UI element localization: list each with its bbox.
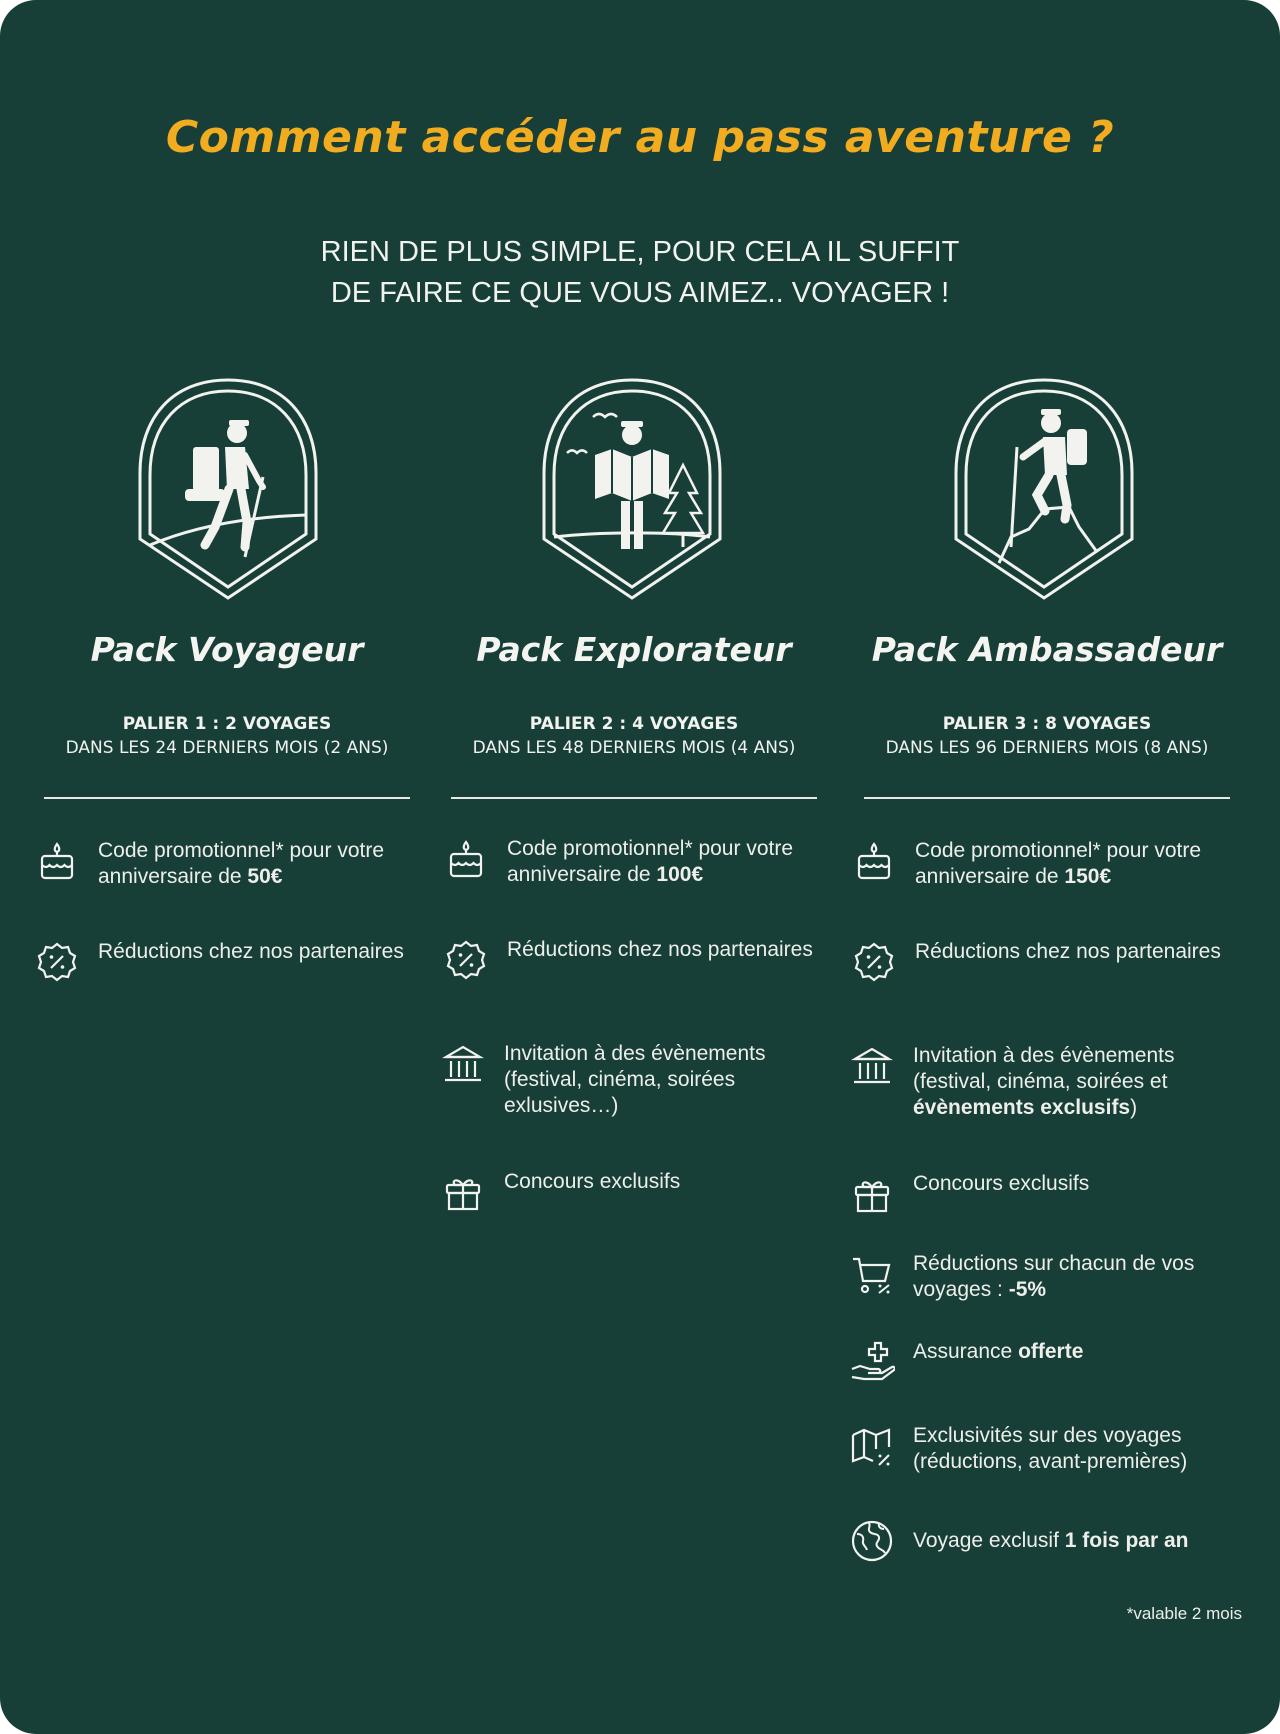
divider [864,797,1230,799]
benefit-item [440,1041,825,1119]
event-venue-icon [440,1041,486,1087]
footnote: *valable 2 mois [1126,1604,1242,1623]
tier-period: DANS LES 48 DERNIERS MOIS (4 ANS) [472,738,796,758]
tier-voyageur [27,712,427,760]
benefit-item [443,836,823,888]
benefit-item [851,838,1251,890]
tier-ambassadeur [847,712,1247,760]
benefit-text: Invitation à des évènements (festival, cinéma, soirées et évènements exclusifs) [913,1044,1175,1119]
tier-level: PALIER 1 : 2 VOYAGES [122,714,332,734]
explorer-map-icon [537,377,727,601]
benefit-item [849,1339,1249,1385]
benefit-text: Réductions chez nos partenaires [507,938,813,961]
discount-badge-icon [34,939,80,985]
subtitle [0,232,1280,314]
page-title: Comment accéder au pass aventure ? [165,112,1115,163]
benefit-item [849,1518,1249,1564]
tier-period: DANS LES 24 DERNIERS MOIS (2 ANS) [65,738,389,758]
benefit-text: Concours exclusifs [504,1170,681,1193]
discount-badge-icon [443,937,489,983]
pack-name-voyageur: Pack Voyageur [90,630,364,669]
gift-icon [849,1171,895,1217]
benefit-item [443,937,823,983]
gift-icon [440,1169,486,1215]
benefit-text: Réductions chez nos partenaires [98,940,404,963]
benefit-item [851,939,1251,985]
benefit-item [849,1423,1249,1475]
benefit-text: Code promotionnel* pour votre anniversaire de 100€ [507,837,794,886]
benefit-item [849,1251,1249,1303]
benefit-item [34,939,404,985]
tier-explorateur [434,712,834,760]
benefit-text: Code promotionnel* pour votre anniversaire de 150€ [915,839,1202,888]
subtitle-line-1: RIEN DE PLUS SIMPLE, POUR CELA IL SUFFIT [320,236,960,268]
insurance-hand-icon [849,1339,895,1385]
benefit-item [34,838,404,890]
benefit-item [849,1171,1249,1217]
globe-icon [849,1518,895,1564]
benefit-text: Code promotionnel* pour votre anniversaire de 50€ [98,839,385,888]
benefit-text: Réductions sur chacun de vos voyages : -5% [913,1252,1195,1301]
benefit-item [849,1043,1249,1121]
event-venue-icon [849,1043,895,1089]
benefit-text: Concours exclusifs [913,1172,1090,1195]
benefit-item [440,1169,825,1215]
tier-level: PALIER 2 : 4 VOYAGES [529,714,739,734]
mountain-climber-icon [949,377,1139,601]
pack-name-ambassadeur: Pack Ambassadeur [871,630,1223,669]
divider [44,797,410,799]
benefit-text: Invitation à des évènements (festival, cinéma, soirées exlusives…) [504,1042,766,1117]
benefit-text: Voyage exclusif 1 fois par an [913,1529,1189,1552]
birthday-cake-icon [851,838,897,884]
birthday-cake-icon [443,836,489,882]
cart-discount-icon [849,1251,895,1297]
map-discount-icon [849,1423,895,1469]
benefit-text: Réductions chez nos partenaires [915,940,1221,963]
subtitle-line-2: DE FAIRE CE QUE VOUS AIMEZ.. VOYAGER ! [330,277,950,309]
pack-name-explorateur: Pack Explorateur [476,630,792,669]
tier-period: DANS LES 96 DERNIERS MOIS (8 ANS) [885,738,1209,758]
hiker-backpack-icon [133,377,323,601]
discount-badge-icon [851,939,897,985]
benefit-text: Assurance offerte [913,1340,1084,1363]
benefit-text: Exclusivités sur des voyages (réductions, avant-premières) [913,1424,1188,1473]
divider [451,797,817,799]
tier-level: PALIER 3 : 8 VOYAGES [942,714,1152,734]
birthday-cake-icon [34,838,80,884]
